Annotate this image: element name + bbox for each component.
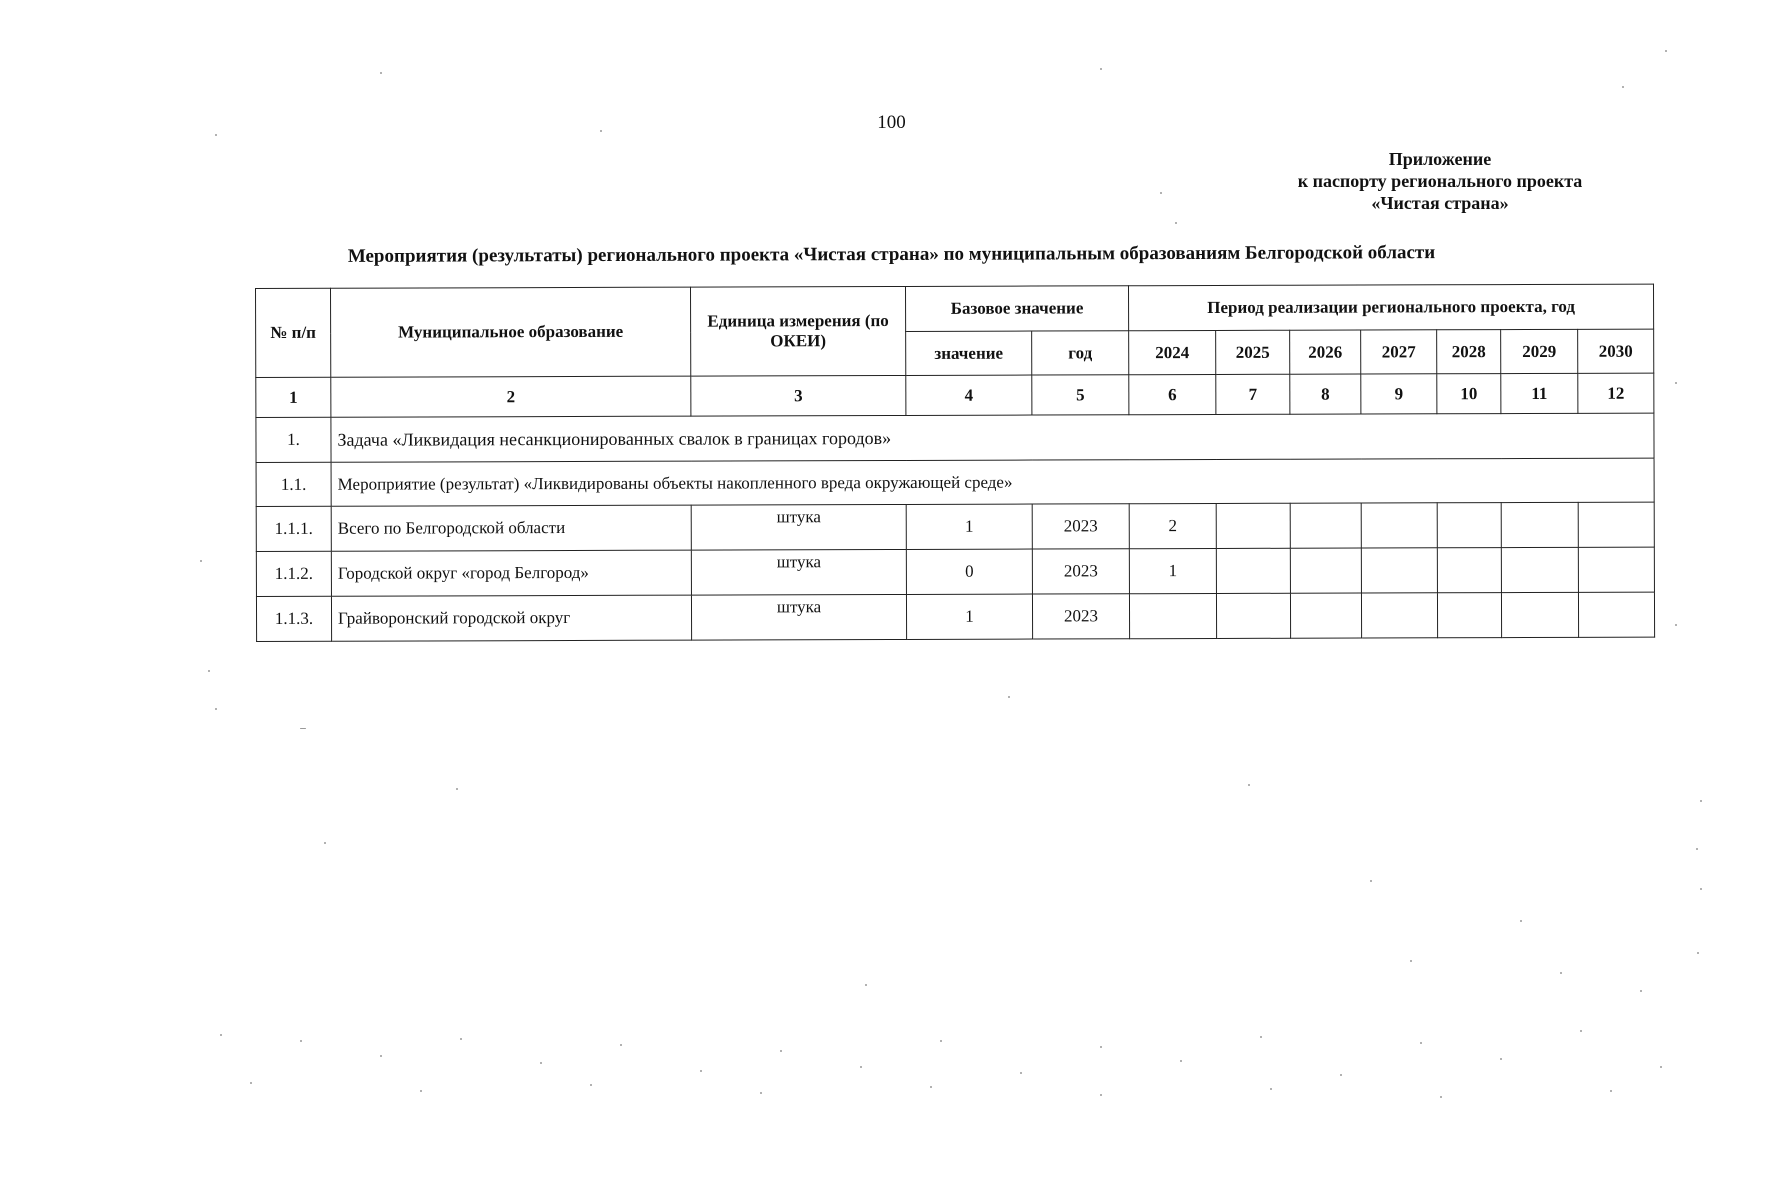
row-2025 [1216,593,1290,638]
row-2026 [1290,503,1361,548]
row-2029 [1501,502,1578,547]
row-municipality: Всего по Белгородской области [331,505,691,551]
column-number-row [256,373,1654,417]
row-base-value: 0 [906,549,1032,594]
header-year-2029: 2029 [1501,329,1578,373]
row-2028 [1437,548,1501,593]
row-base-year: 2023 [1032,504,1129,549]
table-row [256,502,1654,551]
row-2029 [1501,592,1578,637]
column-number: 8 [1290,374,1361,414]
header-period: Период реализации регионального проекта, год [1128,284,1653,331]
row-num: 1.1.3. [256,596,331,641]
header-base-value: значение [906,331,1032,375]
row-2025 [1216,548,1290,593]
row-2027 [1361,548,1437,593]
row-2027 [1361,503,1437,548]
row-2028 [1437,503,1501,548]
row-2030 [1578,592,1654,637]
table-row [256,592,1654,641]
appendix-line-1: Приложение [1388,149,1492,169]
row-base-year: 2023 [1032,594,1129,639]
results-table [255,284,1655,642]
row-2027 [1361,593,1437,638]
column-number: 10 [1437,374,1501,414]
row-2030 [1578,547,1654,592]
row-2028 [1437,593,1501,638]
table-row [256,547,1654,596]
header-year-2028: 2028 [1437,330,1501,374]
column-number: 3 [691,375,906,416]
row-unit: штука [691,594,906,640]
row-municipality: Грайворонский городской округ [331,595,691,641]
header-base: Базовое значение [905,286,1128,332]
row-2024 [1129,593,1216,638]
column-number: 11 [1501,373,1578,413]
row-2026 [1290,593,1361,638]
header-year-2026: 2026 [1290,330,1361,374]
task-num: 1. [256,417,331,462]
header-year-2030: 2030 [1578,329,1654,373]
column-number: 7 [1216,374,1290,414]
column-number: 4 [906,375,1032,415]
page-number: 100 [877,112,906,133]
header-year-2025: 2025 [1216,330,1290,374]
row-2030 [1578,502,1654,547]
row-2026 [1290,548,1361,593]
column-number: 6 [1129,374,1216,414]
column-number: 2 [331,376,691,417]
header-year-2024: 2024 [1129,330,1216,374]
column-number: 9 [1361,374,1437,414]
activity-text: Мероприятие (результат) «Ликвидированы объекты накопленного вреда окружающей среде» [331,458,1654,506]
header-unit: Единица измерения (по ОКЕИ) [690,286,905,376]
document-title: Мероприятия (результаты) регионального проекта «Чистая страна» по муниципальным образованиям Белгородской области [347,242,1436,267]
header-row-1 [256,284,1654,333]
column-number: 12 [1578,373,1654,413]
row-num: 1.1.2. [256,551,331,596]
task-text: Задача «Ликвидация несанкционированных свалок в границах городов» [331,413,1654,462]
row-2024: 2 [1129,503,1216,548]
row-base-value: 1 [906,504,1032,549]
header-year-2027: 2027 [1361,330,1437,374]
activity-row [256,458,1654,506]
appendix-line-3: «Чистая страна» [1371,193,1509,213]
row-unit: штука [691,504,906,550]
row-2029 [1501,547,1578,592]
column-number: 5 [1032,375,1129,415]
header-num: № п/п [256,288,331,377]
column-number: 1 [256,377,331,417]
row-base-year: 2023 [1032,549,1129,594]
row-municipality: Городской округ «город Белгород» [331,550,691,596]
appendix-line-2: к паспорту регионального проекта [1297,171,1583,191]
task-row [256,413,1654,462]
activity-num: 1.1. [256,462,331,506]
row-2025 [1216,503,1290,548]
row-base-value: 1 [906,594,1032,639]
row-2024: 1 [1129,548,1216,593]
header-base-year: год [1032,331,1129,375]
row-num: 1.1.1. [256,506,331,551]
header-municipality: Муниципальное образование [331,287,691,377]
appendix-header [1270,148,1610,214]
row-unit: штука [691,549,906,595]
